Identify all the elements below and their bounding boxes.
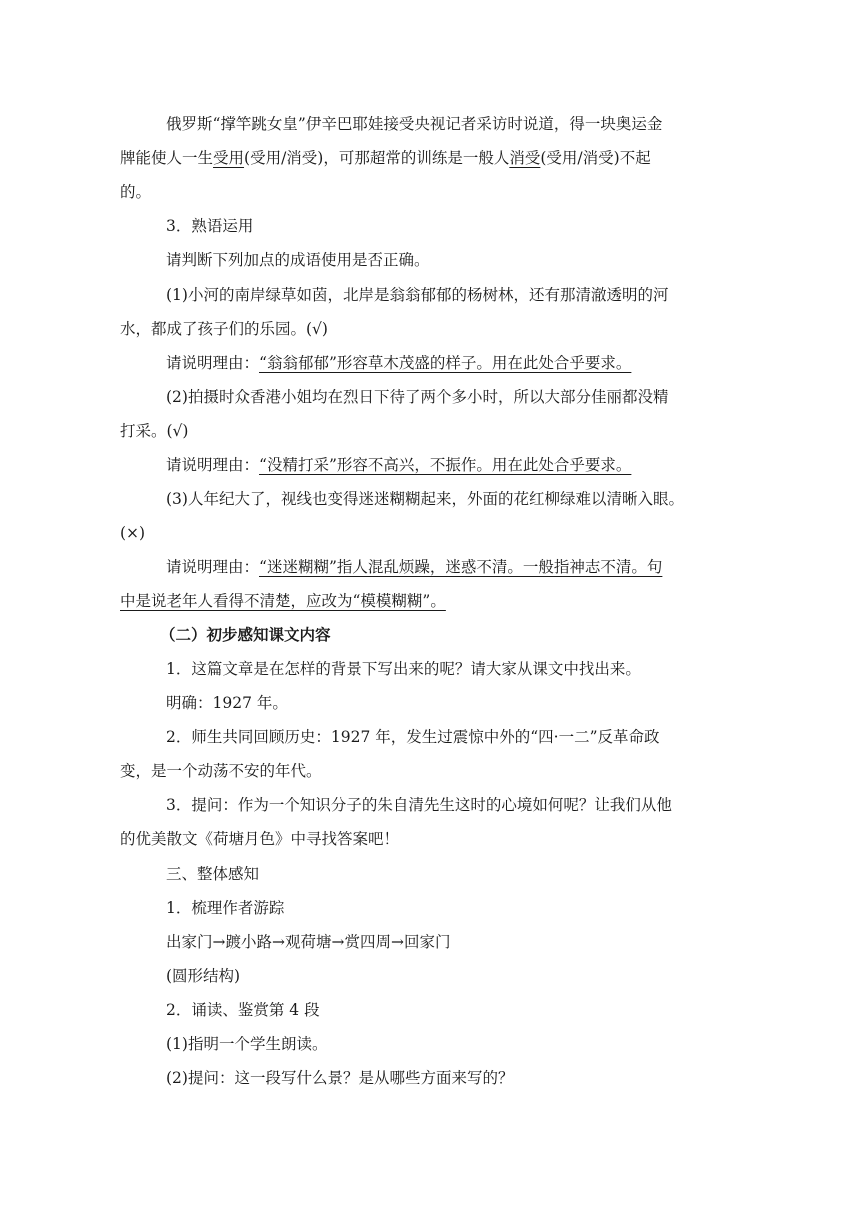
question-1-line-1: (1)小河的南岸绿草如茵，北岸是翁翁郁郁的杨树林，还有那清澈透明的河 (166, 286, 669, 304)
reason-answer-3a: “迷迷糊糊”指人混乱烦躁，迷惑不清。一般指神志不清。句 (259, 558, 663, 576)
item-3-2: 2．诵读、鉴赏第 4 段 (166, 1001, 320, 1019)
reason-1 (120, 346, 740, 380)
intro-text: 俄罗斯“撑竿跳女皇”伊辛巴耶娃接受央视记者采访时说道，得一块奥运金 (166, 115, 663, 133)
question-1-line-2: 水，都成了孩子们的乐园。(√) (120, 320, 328, 338)
item-2-3-line-1: 3．提问：作为一个知识分子的朱自清先生这时的心境如何呢？让我们从他 (166, 796, 672, 814)
section-heading-3: 三、整体感知 (166, 865, 260, 883)
intro-line-3 (120, 175, 740, 209)
section-3-heading: 3．熟语运用 (166, 217, 254, 235)
instruction: 请判断下列加点的成语使用是否正确。 (166, 251, 430, 269)
item-2-2-line-2: 变，是一个动荡不安的年代。 (120, 762, 322, 780)
item-2-1: 1．这篇文章是在怎样的背景下写出来的呢？请大家从课文中找出来。 (166, 660, 641, 678)
reason-3-line-2 (120, 584, 740, 618)
item-3-2-sub-1: (1)指明一个学生朗读。 (166, 1035, 328, 1053)
intro-line-2 (120, 141, 740, 175)
intro-line-1 (120, 107, 740, 141)
intro-text: (受用/消受)，可那超常的训练是一般人 (244, 149, 510, 167)
question-2-line-2: 打采。(√) (120, 422, 189, 440)
answer-blank-1: 受用 (213, 149, 245, 167)
reason-label: 请说明理由： (166, 456, 260, 474)
question-2-line-1: (2)拍摄时众香港小姐均在烈日下待了两个多小时，所以大部分佳丽都没精 (166, 388, 669, 406)
structure-note: (圆形结构) (166, 967, 241, 985)
reason-label: 请说明理由： (166, 354, 260, 372)
reason-2 (120, 448, 740, 482)
question-3-line-2: (×) (120, 524, 146, 542)
reason-label: 请说明理由： (166, 558, 260, 576)
answer-blank-2: 消受 (509, 149, 541, 167)
item-3-2-sub-2: (2)提问：这一段写什么景？是从哪些方面来写的？ (166, 1069, 514, 1087)
item-2-3-line-2: 的优美散文《荷塘月色》中寻找答案吧！ (120, 830, 400, 848)
reason-answer-2: “没精打采”形容不高兴，不振作。用在此处合乎要求。 (259, 456, 632, 474)
item-2-1-answer: 明确：1927 年。 (166, 694, 288, 712)
item-3-1: 1．梳理作者游踪 (166, 899, 285, 917)
intro-text: (受用/消受)不起 (540, 149, 651, 167)
reason-answer-1: “翁翁郁郁”形容草木茂盛的样子。用在此处合乎要求。 (259, 354, 632, 372)
question-3-line-1: (3)人年纪大了，视线也变得迷迷糊糊起来，外面的花红柳绿难以清晰入眼。 (166, 490, 684, 508)
section-heading-2: （二）初步感知课文内容 (160, 625, 331, 644)
item-2-2-line-1: 2．师生共同回顾历史：1927 年，发生过震惊中外的“四·一二”反革命政 (166, 728, 660, 746)
intro-text: 牌能使人一生 (120, 149, 214, 167)
route: 出家门→踱小路→观荷塘→赏四周→回家门 (166, 933, 451, 951)
intro-text: 的。 (120, 183, 152, 201)
reason-answer-3b: 中是说老年人看得不清楚，应改为“模模糊糊”。 (120, 592, 446, 610)
reason-3-line-1 (120, 550, 740, 584)
